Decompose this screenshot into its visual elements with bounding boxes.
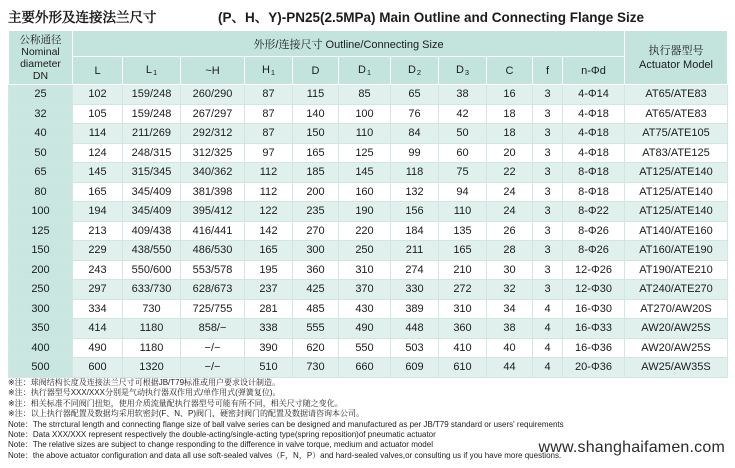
cell-c: 34 <box>487 299 533 319</box>
cell-d: 165 <box>293 143 339 163</box>
cell-d1: 85 <box>339 85 391 105</box>
col-header-l1 <box>123 57 181 85</box>
cell-d2: 184 <box>391 221 439 241</box>
cell-d3: 310 <box>439 299 487 319</box>
cell-l: 213 <box>73 221 123 241</box>
col-header-symbol: L <box>145 64 152 76</box>
table-body <box>9 85 728 378</box>
actuator-header-cn: 执行器型号 <box>648 44 704 57</box>
cell-c: 44 <box>487 358 533 378</box>
cell-c: 30 <box>487 260 533 280</box>
cell-d1: 160 <box>339 182 391 202</box>
col-header-symbol: D <box>357 64 366 76</box>
cell-f: 3 <box>533 143 563 163</box>
cell-l: 194 <box>73 202 123 222</box>
cell-d: 620 <box>293 338 339 358</box>
cell-h: 725/755 <box>181 299 245 319</box>
cell-c: 40 <box>487 338 533 358</box>
cell-d3: 210 <box>439 260 487 280</box>
cell-bolt-holes: 4-Φ18 <box>563 104 625 124</box>
cell-d2: 132 <box>391 182 439 202</box>
table-row <box>9 104 728 124</box>
cell-l1: 345/409 <box>123 202 181 222</box>
cell-d3: 360 <box>439 319 487 339</box>
cell-f: 3 <box>533 85 563 105</box>
col-header-subscript: 1 <box>366 68 372 77</box>
cell-d3: 75 <box>439 163 487 183</box>
cell-l: 124 <box>73 143 123 163</box>
cell-dn: 25 <box>9 85 73 105</box>
col-header-symbol: C <box>505 64 514 77</box>
cell-h: 381/398 <box>181 182 245 202</box>
cell-actuator-model: AW25/AW35S <box>625 358 728 378</box>
col-header-symbol: D <box>455 64 464 76</box>
cell-d: 185 <box>293 163 339 183</box>
col-header-h1 <box>245 57 293 85</box>
cell-d: 270 <box>293 221 339 241</box>
cell-bolt-holes: 12-Φ30 <box>563 280 625 300</box>
dimension-table <box>8 30 728 378</box>
cell-h: 267/297 <box>181 104 245 124</box>
cell-h: 260/290 <box>181 85 245 105</box>
cell-l1: 1180 <box>123 338 181 358</box>
cell-h1: 87 <box>245 104 293 124</box>
cell-d3: 610 <box>439 358 487 378</box>
cell-d1: 145 <box>339 163 391 183</box>
col-header-h <box>181 57 245 85</box>
cell-bolt-holes: 8-Φ26 <box>563 221 625 241</box>
actuator-header-en: Actuator Model <box>639 58 713 71</box>
cell-h: 340/362 <box>181 163 245 183</box>
cell-d: 200 <box>293 182 339 202</box>
page-title <box>8 8 727 28</box>
cell-h: 486/530 <box>181 241 245 261</box>
col-header-symbol: ~H <box>205 64 220 77</box>
cell-l1: 159/248 <box>123 104 181 124</box>
cell-bolt-holes: 8-Φ18 <box>563 182 625 202</box>
col-header-d3 <box>439 57 487 85</box>
col-header-d1 <box>339 57 391 85</box>
cell-l1: 409/438 <box>123 221 181 241</box>
col-header-symbol: H <box>261 64 270 76</box>
cell-d1: 310 <box>339 260 391 280</box>
cell-actuator-model: AT140/ATE160 <box>625 221 728 241</box>
cell-c: 24 <box>487 182 533 202</box>
cell-d2: 609 <box>391 358 439 378</box>
cell-actuator-model: AT83/ATE125 <box>625 143 728 163</box>
title-english: (P、H、Y)-PN25(2.5MPa) Main Outline and Connecting Flange Size <box>218 10 645 25</box>
cell-l: 334 <box>73 299 123 319</box>
cell-h1: 97 <box>245 143 293 163</box>
cell-f: 3 <box>533 163 563 183</box>
cell-d: 485 <box>293 299 339 319</box>
col-header-l <box>73 57 123 85</box>
cell-l1: 1320 <box>123 358 181 378</box>
cell-dn: 80 <box>9 182 73 202</box>
cell-f: 3 <box>533 221 563 241</box>
cell-d1: 100 <box>339 104 391 124</box>
cell-h1: 87 <box>245 124 293 144</box>
cell-h1: 195 <box>245 260 293 280</box>
cell-dn: 500 <box>9 358 73 378</box>
cell-bolt-holes: 4-Φ18 <box>563 124 625 144</box>
cell-d: 235 <box>293 202 339 222</box>
note-en-4: Note：the above actuator configuration and data all use soft-sealed valves（F，N，P）and hard-sealed valves,or consulting us if you have more questions. <box>8 450 562 460</box>
col-header-f <box>533 57 563 85</box>
cell-h: 395/412 <box>181 202 245 222</box>
note-cn-4: ※注：以上执行器配置及数据均采用软密封(F、N、P)阀门，硬密封阀门的配置及数据请咨询本公司。 <box>8 409 365 419</box>
cell-d: 140 <box>293 104 339 124</box>
cell-d2: 65 <box>391 85 439 105</box>
cell-d3: 50 <box>439 124 487 144</box>
note-en-3: Note：The relative sizes are subject to change responding to the difference in valve torque, medium and actuator model <box>8 440 433 450</box>
cell-l: 165 <box>73 182 123 202</box>
cell-l: 243 <box>73 260 123 280</box>
note-cn-3: ※注：相关标准不同阀门扭矩，使用介质流量配执行器型号可能有所不同，相关尺寸随之变化。 <box>8 398 343 408</box>
cell-c: 24 <box>487 202 533 222</box>
cell-l: 414 <box>73 319 123 339</box>
cell-actuator-model: AT160/ATE190 <box>625 241 728 261</box>
col-header-symbol: n-Φd <box>581 64 606 77</box>
cell-actuator-model: AT65/ATE83 <box>625 85 728 105</box>
watermark-url: www.shanghaifamen.com <box>538 439 725 456</box>
col-header-subscript: 3 <box>464 68 470 77</box>
dn-header-line-1: Nominal <box>21 45 60 58</box>
cell-l1: 730 <box>123 299 181 319</box>
cell-d3: 272 <box>439 280 487 300</box>
cell-dn: 350 <box>9 319 73 339</box>
cell-d: 360 <box>293 260 339 280</box>
cell-bolt-holes: 16-Φ36 <box>563 338 625 358</box>
table-row <box>9 319 728 339</box>
cell-h: 416/441 <box>181 221 245 241</box>
cell-dn: 32 <box>9 104 73 124</box>
table-row <box>9 202 728 222</box>
cell-l1: 550/600 <box>123 260 181 280</box>
cell-dn: 65 <box>9 163 73 183</box>
cell-h1: 165 <box>245 241 293 261</box>
cell-f: 4 <box>533 338 563 358</box>
cell-bolt-holes: 16-Φ30 <box>563 299 625 319</box>
cell-f: 4 <box>533 358 563 378</box>
cell-c: 26 <box>487 221 533 241</box>
cell-f: 3 <box>533 241 563 261</box>
header-row-groups <box>9 31 728 57</box>
cell-f: 3 <box>533 260 563 280</box>
cell-h1: 281 <box>245 299 293 319</box>
cell-dn: 100 <box>9 202 73 222</box>
cell-d2: 211 <box>391 241 439 261</box>
cell-l: 297 <box>73 280 123 300</box>
cell-f: 3 <box>533 202 563 222</box>
cell-d: 425 <box>293 280 339 300</box>
cell-c: 22 <box>487 163 533 183</box>
cell-bolt-holes: 4-Φ18 <box>563 143 625 163</box>
cell-bolt-holes: 8-Φ22 <box>563 202 625 222</box>
cell-f: 3 <box>533 124 563 144</box>
cell-h1: 390 <box>245 338 293 358</box>
cell-dn: 300 <box>9 299 73 319</box>
cell-dn: 50 <box>9 143 73 163</box>
cell-l1: 438/550 <box>123 241 181 261</box>
cell-d2: 118 <box>391 163 439 183</box>
cell-l1: 211/269 <box>123 124 181 144</box>
col-header-subscript: 1 <box>270 68 276 77</box>
cell-l1: 633/730 <box>123 280 181 300</box>
cell-d3: 94 <box>439 182 487 202</box>
cell-dn: 200 <box>9 260 73 280</box>
cell-dn: 400 <box>9 338 73 358</box>
cell-l: 145 <box>73 163 123 183</box>
cell-f: 4 <box>533 299 563 319</box>
cell-d: 300 <box>293 241 339 261</box>
col-header-d2 <box>391 57 439 85</box>
cell-bolt-holes: 16-Φ33 <box>563 319 625 339</box>
cell-d1: 110 <box>339 124 391 144</box>
cell-d1: 190 <box>339 202 391 222</box>
table-row <box>9 358 728 378</box>
cell-actuator-model: AT270/AW20S <box>625 299 728 319</box>
dn-header-line-2: diameter <box>20 57 61 70</box>
cell-c: 32 <box>487 280 533 300</box>
cell-actuator-model: AT125/ATE140 <box>625 182 728 202</box>
cell-bolt-holes: 8-Φ26 <box>563 241 625 261</box>
cell-h: 553/578 <box>181 260 245 280</box>
cell-dn: 250 <box>9 280 73 300</box>
cell-d2: 389 <box>391 299 439 319</box>
table-row <box>9 85 728 105</box>
cell-d3: 165 <box>439 241 487 261</box>
note-en-2: Note：Data XXX/XXX represent respectively the double-acting/single-acting type(spring reposition)of pneumatic actuator <box>8 430 436 440</box>
cell-h1: 112 <box>245 182 293 202</box>
cell-c: 20 <box>487 143 533 163</box>
cell-d2: 76 <box>391 104 439 124</box>
cell-bolt-holes: 8-Φ18 <box>563 163 625 183</box>
cell-h1: 87 <box>245 85 293 105</box>
cell-d2: 156 <box>391 202 439 222</box>
cell-c: 38 <box>487 319 533 339</box>
table-row <box>9 221 728 241</box>
cell-d3: 110 <box>439 202 487 222</box>
cell-h: −/− <box>181 358 245 378</box>
note-cn-2: ※注：执行器型号XXX/XXX分别是气动执行器双作用式/单作用式(弹簧复位)。 <box>8 388 281 398</box>
cell-d3: 135 <box>439 221 487 241</box>
cell-dn: 40 <box>9 124 73 144</box>
cell-d1: 430 <box>339 299 391 319</box>
cell-actuator-model: AT240/ATE270 <box>625 280 728 300</box>
cell-f: 3 <box>533 182 563 202</box>
cell-d2: 99 <box>391 143 439 163</box>
cell-c: 18 <box>487 104 533 124</box>
cell-c: 28 <box>487 241 533 261</box>
cell-c: 16 <box>487 85 533 105</box>
header-row-columns <box>9 57 728 85</box>
col-header-d <box>293 57 339 85</box>
cell-d: 555 <box>293 319 339 339</box>
dn-header-line-3: DN <box>32 69 49 82</box>
cell-h: 312/325 <box>181 143 245 163</box>
col-header-c <box>487 57 533 85</box>
cell-c: 18 <box>487 124 533 144</box>
note-cn-1: ※注：球阀结构长度及连接法兰尺寸可根据JB/T79标准或用户要求设计制造。 <box>8 378 281 387</box>
cell-actuator-model: AT190/ATE210 <box>625 260 728 280</box>
cell-d1: 490 <box>339 319 391 339</box>
cell-actuator-model: AT125/ATE140 <box>625 163 728 183</box>
cell-l1: 159/248 <box>123 85 181 105</box>
cell-d1: 250 <box>339 241 391 261</box>
cell-l: 102 <box>73 85 123 105</box>
cell-h: −/− <box>181 338 245 358</box>
cell-l1: 315/345 <box>123 163 181 183</box>
cell-h: 292/312 <box>181 124 245 144</box>
cell-d2: 503 <box>391 338 439 358</box>
cell-l: 114 <box>73 124 123 144</box>
cell-h1: 510 <box>245 358 293 378</box>
cell-l1: 248/315 <box>123 143 181 163</box>
cell-d2: 448 <box>391 319 439 339</box>
cell-h: 858/− <box>181 319 245 339</box>
col-header-bolt-holes <box>563 57 625 85</box>
col-header-dn <box>9 31 73 85</box>
cell-d3: 410 <box>439 338 487 358</box>
col-header-symbol: D <box>407 64 416 76</box>
cell-h1: 112 <box>245 163 293 183</box>
table-row <box>9 260 728 280</box>
col-header-actuator-model <box>625 31 728 85</box>
cell-d2: 84 <box>391 124 439 144</box>
cell-f: 3 <box>533 280 563 300</box>
cell-d1: 370 <box>339 280 391 300</box>
cell-l: 229 <box>73 241 123 261</box>
cell-actuator-model: AT75/ATE105 <box>625 124 728 144</box>
cell-d3: 42 <box>439 104 487 124</box>
col-header-subscript: 2 <box>416 68 422 77</box>
cell-d1: 220 <box>339 221 391 241</box>
cell-d1: 660 <box>339 358 391 378</box>
table-row <box>9 182 728 202</box>
cell-f: 4 <box>533 319 563 339</box>
cell-d1: 125 <box>339 143 391 163</box>
cell-l: 600 <box>73 358 123 378</box>
cell-h: 628/673 <box>181 280 245 300</box>
table-row <box>9 163 728 183</box>
cell-actuator-model: AW20/AW25S <box>625 319 728 339</box>
table-row <box>9 299 728 319</box>
col-header-symbol: D <box>311 64 320 77</box>
cell-dn: 150 <box>9 241 73 261</box>
cell-d1: 550 <box>339 338 391 358</box>
cell-bolt-holes: 4-Φ14 <box>563 85 625 105</box>
cell-d3: 60 <box>439 143 487 163</box>
cell-l: 105 <box>73 104 123 124</box>
cell-actuator-model: AW20/AW25S <box>625 338 728 358</box>
cell-d2: 274 <box>391 260 439 280</box>
cell-l: 490 <box>73 338 123 358</box>
cell-d: 730 <box>293 358 339 378</box>
col-group-outline-size: 外形/连接尺寸 Outline/Connecting Size <box>73 31 625 57</box>
table-row <box>9 241 728 261</box>
cell-d: 150 <box>293 124 339 144</box>
cell-f: 3 <box>533 104 563 124</box>
cell-dn: 125 <box>9 221 73 241</box>
cell-d: 115 <box>293 85 339 105</box>
cell-h1: 338 <box>245 319 293 339</box>
cell-h1: 237 <box>245 280 293 300</box>
col-header-symbol: f <box>545 64 550 77</box>
note-en-1: Note：The strrctural length and connecting flange size of ball valve series can be designed and manufactured as per JB/T79 standard or users' requirements <box>8 419 564 429</box>
title-chinese: 主要外形及连接法兰尺寸 <box>8 10 157 25</box>
table-row <box>9 124 728 144</box>
cell-l1: 1180 <box>123 319 181 339</box>
table-row <box>9 338 728 358</box>
cell-bolt-holes: 20-Φ36 <box>563 358 625 378</box>
cell-d3: 38 <box>439 85 487 105</box>
cell-l1: 345/409 <box>123 182 181 202</box>
table-row <box>9 280 728 300</box>
dn-header-cn: 公称通径 <box>19 33 62 46</box>
cell-actuator-model: AT125/ATE140 <box>625 202 728 222</box>
cell-actuator-model: AT65/ATE83 <box>625 104 728 124</box>
cell-bolt-holes: 12-Φ26 <box>563 260 625 280</box>
cell-d2: 330 <box>391 280 439 300</box>
col-header-symbol: L <box>94 64 101 77</box>
cell-h1: 122 <box>245 202 293 222</box>
col-header-subscript: 1 <box>152 68 158 77</box>
cell-h1: 142 <box>245 221 293 241</box>
table-row <box>9 143 728 163</box>
